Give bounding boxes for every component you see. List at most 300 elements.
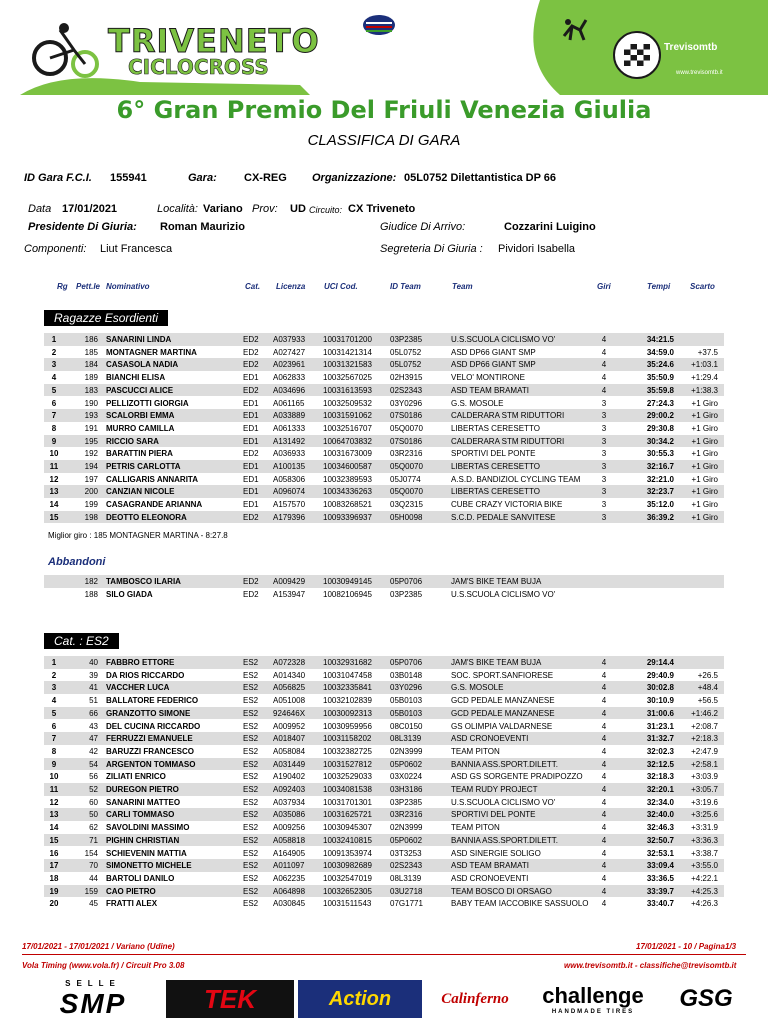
trevisomtb-logo: Trevisomtb <box>664 42 718 53</box>
cell-category: ES2 <box>243 810 259 820</box>
cell-rank: 13 <box>49 810 59 820</box>
cell-team-id: 05Q0070 <box>390 423 423 433</box>
cell-team: ASD SINERGIE SOLIGO <box>451 848 541 858</box>
cell-name: BARATTIN PIERA <box>106 449 173 459</box>
cell-time: 29:14.4 <box>646 658 674 667</box>
cell-category: ES2 <box>243 772 259 782</box>
cell-uci-code: 10031613593 <box>323 385 372 395</box>
cell-license: A051008 <box>273 696 306 706</box>
cell-rank: 6 <box>51 721 57 731</box>
cell-uci-code: 10031591062 <box>323 411 372 421</box>
cell-rank: 14 <box>49 823 59 833</box>
cell-name: DEL CUCINA RICCARDO <box>106 721 201 731</box>
cell-team: TEAM RUDY PROJECT <box>451 785 538 794</box>
cell-gap: +3:55.0 <box>691 861 718 871</box>
cell-category: ES2 <box>243 721 259 731</box>
cell-time: 32:50.7 <box>646 835 674 845</box>
cell-gap: +2:47.9 <box>691 746 718 756</box>
cell-uci-code: 10032335841 <box>323 683 372 693</box>
cell-time: 31:00.6 <box>646 708 674 718</box>
prov-label: Prov: <box>252 203 278 215</box>
cell-category: ES2 <box>243 683 259 693</box>
page-subtitle: CLASSIFICA DI GARA <box>307 132 461 149</box>
cell-bib: 39 <box>89 670 98 680</box>
data-label: Data <box>28 203 52 215</box>
cell-rank: 11 <box>49 462 59 471</box>
cell-license: A058818 <box>273 835 306 845</box>
cell-category: ES2 <box>243 658 259 667</box>
cell-name: SAVOLDINI MASSIMO <box>106 823 190 833</box>
cell-uci-code: 10032529033 <box>323 772 372 782</box>
cyclist-logo-icon <box>30 20 102 80</box>
cell-laps: 4 <box>601 385 607 395</box>
componenti-value: Liut Francesca <box>100 243 173 255</box>
cell-bib: 50 <box>89 810 98 820</box>
cell-team-id: 05Q0070 <box>390 462 423 471</box>
cell-rank: 7 <box>51 734 57 744</box>
cell-laps: 3 <box>601 398 607 408</box>
cell-gap: +3:03.9 <box>691 772 718 782</box>
cell-uci-code: 10031158202 <box>323 734 372 744</box>
cell-team: TEAM PITON <box>451 746 500 756</box>
sponsor-gsg: GSG <box>679 985 733 1012</box>
cell-category: ES2 <box>243 873 259 883</box>
cell-uci-code: 10032509532 <box>323 398 372 408</box>
cell-team: G.S. MOSOLE <box>451 683 504 693</box>
cell-license: A096074 <box>273 487 306 497</box>
cell-laps: 4 <box>601 848 607 858</box>
cell-uci-code: 10031047458 <box>323 670 372 680</box>
cell-team-id: 02S2343 <box>390 385 423 395</box>
cell-category: ED2 <box>243 360 259 370</box>
sponsor-smp-label: SMP <box>59 987 127 1019</box>
cell-category: ES2 <box>243 899 259 909</box>
table-row <box>44 511 724 524</box>
cell-team-id: 03Y0296 <box>390 683 423 693</box>
cell-license: A164905 <box>273 848 306 858</box>
cell-name: DEOTTO ELEONORA <box>106 512 187 522</box>
cell-license: A064898 <box>273 886 306 896</box>
segreteria-value: Pividori Isabella <box>498 243 576 255</box>
cell-rank: 8 <box>51 746 57 756</box>
cell-team-id: 03P2385 <box>390 797 423 807</box>
cell-category: ED2 <box>243 449 259 459</box>
cell-team-id: 03X0224 <box>390 772 423 782</box>
cell-laps: 4 <box>601 797 607 807</box>
cell-laps: 3 <box>601 411 607 421</box>
cell-laps: 4 <box>601 785 607 794</box>
col-header-team: Team <box>452 282 473 291</box>
cell-name: FABBRO ETTORE <box>106 658 175 667</box>
cell-uci-code: 10064703832 <box>323 436 372 446</box>
cell-team: ASD DP66 GIANT SMP <box>451 347 536 357</box>
section-title-es2: Cat. : ES2 <box>44 633 119 649</box>
cell-team: ASD TEAM BRAMATI <box>451 385 529 395</box>
cell-team-id: 03R2316 <box>390 810 423 820</box>
cell-team: SPORTIVI DEL PONTE <box>451 449 536 459</box>
table-row <box>44 384 724 397</box>
col-header-idteam: ID Team <box>390 282 421 291</box>
sponsor-selle-smp <box>28 980 158 1018</box>
cell-bib: 183 <box>84 385 98 395</box>
cell-rank: 11 <box>49 785 59 794</box>
cell-bib: 198 <box>84 512 98 522</box>
cell-name: SANARINI MATTEO <box>106 797 181 807</box>
cell-team: LIBERTAS CERESETTO <box>451 462 540 471</box>
cell-name: CAO PIETRO <box>106 886 156 896</box>
cell-gap: +48.4 <box>697 683 718 693</box>
cell-name: BARTOLI DANILO <box>106 873 175 883</box>
table-row <box>44 669 724 682</box>
cell-category: ED2 <box>243 347 259 357</box>
cell-laps: 4 <box>601 734 607 744</box>
footer-page-info: 17/01/2021 - 10 / Pagina1/3 <box>636 942 737 951</box>
cell-time: 29:30.8 <box>646 423 674 433</box>
page-title: 6° Gran Premio Del Friuli Venezia Giulia <box>116 96 652 124</box>
cell-category: ED1 <box>243 398 259 408</box>
cell-gap: +1 Giro <box>691 411 718 421</box>
cell-team-id: 02N3999 <box>390 746 423 756</box>
cell-name: PELLIZOTTI GIORGIA <box>106 398 189 408</box>
cell-team-id: 05P0602 <box>390 835 423 845</box>
cell-gap: +1:46.2 <box>691 708 718 718</box>
cell-uci-code: 10032410815 <box>323 835 372 845</box>
cell-uci-code: 10030959956 <box>323 721 372 731</box>
cell-name: SIMONETTO MICHELE <box>106 861 192 871</box>
cell-gap: +3:38.7 <box>691 848 718 858</box>
cell-uci-code: 10031625721 <box>323 810 372 820</box>
cell-uci-code: 10032547019 <box>323 873 372 883</box>
cell-team: LIBERTAS CERESETTO <box>451 423 540 433</box>
gara-label: Gara: <box>188 172 217 184</box>
cell-time: 33:40.7 <box>646 899 674 909</box>
gara-value: CX-REG <box>244 172 287 184</box>
cell-team: BANNIA ASS.SPORT.DILETT. <box>451 835 558 845</box>
cell-time: 32:40.0 <box>646 810 674 820</box>
cell-time: 30:34.2 <box>646 436 674 446</box>
cell-time: 35:24.6 <box>646 360 674 370</box>
table-row <box>44 720 724 733</box>
table-row <box>44 485 724 498</box>
cell-team-id: 05P0602 <box>390 759 423 769</box>
cell-team-id: 05L0752 <box>390 360 422 370</box>
cell-team-id: 05B0103 <box>390 708 423 718</box>
cell-team: ASD TEAM BRAMATI <box>451 861 529 871</box>
cell-license: A062833 <box>273 373 306 383</box>
cell-rank: 8 <box>51 423 57 433</box>
cell-uci-code: 10031673009 <box>323 449 372 459</box>
presidente-label: Presidente Di Giuria: <box>28 221 137 233</box>
table-row <box>44 694 724 707</box>
cell-rank: 16 <box>49 848 59 858</box>
cell-category: ED2 <box>243 589 259 599</box>
cell-rank: 5 <box>51 385 57 395</box>
cell-category: ES2 <box>243 835 259 845</box>
cell-name: VACCHER LUCA <box>106 683 170 693</box>
table-row <box>44 460 724 473</box>
cell-laps: 3 <box>601 487 607 497</box>
cell-name: RICCIO SARA <box>106 436 159 446</box>
cell-team-id: 03P2385 <box>390 589 423 599</box>
cell-gap: +2:08.7 <box>691 721 718 731</box>
cell-team-id: 05J0774 <box>390 474 421 484</box>
footer-contact: www.trevisomtb.it - classifiche@trevisomtb.it <box>564 961 737 970</box>
org-value: 05L0752 Dilettantistica DP 66 <box>404 172 557 184</box>
cell-license: A062235 <box>273 873 306 883</box>
cell-gap: +3:31.9 <box>691 823 718 833</box>
table-row <box>44 872 724 885</box>
cell-name: PETRIS CARLOTTA <box>106 462 181 471</box>
cell-name: MONTAGNER MARTINA <box>106 347 197 357</box>
cell-license: A034696 <box>273 385 306 395</box>
cell-name: ARGENTON TOMMASO <box>106 759 196 769</box>
cell-license: A092403 <box>273 785 306 794</box>
cell-bib: 56 <box>89 772 98 782</box>
cell-laps: 4 <box>601 696 607 706</box>
cell-team: JAM'S BIKE TEAM BUJA <box>451 658 542 667</box>
table-row <box>44 575 724 588</box>
cell-category: ED1 <box>243 436 259 446</box>
cell-uci-code: 10032931682 <box>323 658 372 667</box>
cell-gap: +1 Giro <box>691 500 718 510</box>
cell-team-id: 03B0148 <box>390 670 423 680</box>
cell-bib: 60 <box>89 797 98 807</box>
table-row <box>44 333 724 346</box>
cell-name: GRANZOTTO SIMONE <box>106 708 191 718</box>
cell-team-id: 05P0706 <box>390 658 423 667</box>
cell-bib: 66 <box>89 708 98 718</box>
cell-laps: 3 <box>601 462 607 471</box>
cell-category: ES2 <box>243 670 259 680</box>
cell-team: A.S.D. BANDIZIOL CYCLING TEAM <box>451 474 581 484</box>
cell-rank: 9 <box>51 436 57 446</box>
table-row <box>44 397 724 410</box>
cell-time: 32:16.7 <box>646 462 674 471</box>
cell-bib: 45 <box>89 899 98 909</box>
cell-category: ED1 <box>243 462 259 471</box>
circuito-value: CX Triveneto <box>348 203 416 215</box>
section-title-ragazze-esordienti: Ragazze Esordienti <box>44 310 168 326</box>
cell-uci-code: 10091353974 <box>323 848 372 858</box>
cell-gap: +26.5 <box>697 670 718 680</box>
col-header-nome: Nominativo <box>106 282 150 291</box>
race-flag-emblem-icon <box>612 30 662 80</box>
cell-rank: 10 <box>49 449 59 459</box>
cell-rank: 10 <box>49 772 59 782</box>
cell-uci-code: 10082106945 <box>323 589 372 599</box>
cell-team: U.S.SCUOLA CICLISMO VO' <box>451 589 556 599</box>
cell-category: ED1 <box>243 474 259 484</box>
cell-team: GCD PEDALE MANZANESE <box>451 708 555 718</box>
cell-license: A058084 <box>273 746 306 756</box>
cell-time: 27:24.3 <box>646 398 674 408</box>
cell-team: S.C.D. PEDALE SANVITESE <box>451 512 556 522</box>
cell-category: ES2 <box>243 797 259 807</box>
cell-category: ES2 <box>243 759 259 769</box>
id-gara-value: 155941 <box>110 172 147 184</box>
cell-time: 32:23.7 <box>646 487 674 497</box>
table-row <box>44 808 724 821</box>
cell-laps: 4 <box>601 373 607 383</box>
cell-team-id: 03Y0296 <box>390 398 423 408</box>
cell-category: ED1 <box>243 500 259 510</box>
cell-uci-code: 10093396937 <box>323 512 372 522</box>
cell-time: 32:46.3 <box>646 823 674 833</box>
cell-time: 30:02.8 <box>646 683 674 693</box>
cell-bib: 41 <box>89 683 98 693</box>
table-row <box>44 859 724 872</box>
cell-laps: 4 <box>601 810 607 820</box>
cell-gap: +2:18.3 <box>691 734 718 744</box>
cell-team: GCD PEDALE MANZANESE <box>451 696 555 706</box>
cell-bib: 42 <box>89 746 98 756</box>
cell-team: CALDERARA STM RIDUTTORI <box>451 436 565 446</box>
col-header-scarto: Scarto <box>690 282 715 291</box>
cell-rank: 2 <box>51 347 57 357</box>
cell-license: A030845 <box>273 899 306 909</box>
circuito-label: Circuito: <box>309 205 343 215</box>
cell-rank: 3 <box>51 683 57 693</box>
cell-gap: +4:22.1 <box>691 873 718 883</box>
cell-uci-code: 10032652305 <box>323 886 372 896</box>
cell-time: 29:00.2 <box>646 411 674 421</box>
cell-laps: 3 <box>601 474 607 484</box>
cell-gap: +1 Giro <box>691 423 718 433</box>
sponsor-challenge: challenge HANDMADE TIRES <box>542 983 644 1015</box>
cell-license: A035086 <box>273 810 306 820</box>
cell-time: 33:39.7 <box>646 886 674 896</box>
cell-team: SOC. SPORT.SANFIORESE <box>451 670 554 680</box>
cell-license: A100135 <box>273 462 306 471</box>
cell-team: ASD CRONOEVENTI <box>451 873 529 883</box>
table-row <box>44 358 724 371</box>
cell-team-id: 08L3139 <box>390 873 422 883</box>
cell-team: ASD CRONOEVENTI <box>451 734 529 744</box>
cell-name: BARUZZI FRANCESCO <box>106 746 194 756</box>
cell-license: A018407 <box>273 734 306 744</box>
table-row <box>44 796 724 809</box>
cell-team: G.S. MOSOLE <box>451 398 504 408</box>
cell-license: A056825 <box>273 683 306 693</box>
cell-bib: 200 <box>84 487 98 497</box>
cell-time: 33:36.5 <box>646 873 674 883</box>
cell-license: A037933 <box>273 335 306 344</box>
cell-name: FRATTI ALEX <box>106 899 158 909</box>
sponsor-selle-label: SELLE <box>65 978 121 988</box>
cell-team-id: 07G1771 <box>390 899 423 909</box>
sponsor-calinferno: Calinferno <box>441 990 509 1007</box>
cell-bib: 195 <box>84 436 98 446</box>
cell-uci-code: 10031511543 <box>323 899 372 909</box>
cell-category: ED1 <box>243 373 259 383</box>
col-header-rg: Rg <box>57 282 68 291</box>
cell-team-id: 03P2385 <box>390 335 423 344</box>
cell-name: FERRUZZI EMANUELE <box>106 734 193 744</box>
cell-gap: +2:58.1 <box>691 759 718 769</box>
table-row <box>44 346 724 359</box>
cell-uci-code: 10032516707 <box>323 423 372 433</box>
cell-category: ES2 <box>243 848 259 858</box>
cell-license: A009952 <box>273 721 306 731</box>
cell-gap: +4:26.3 <box>691 899 718 909</box>
giudice-label: Giudice Di Arrivo: <box>380 221 466 233</box>
cell-time: 30:10.9 <box>646 696 674 706</box>
cell-rank: 12 <box>49 797 59 807</box>
cell-time: 31:23.1 <box>646 721 674 731</box>
cell-bib: 184 <box>84 360 98 370</box>
cell-name: CALLIGARIS ANNARITA <box>106 474 198 484</box>
cell-bib: 190 <box>84 398 98 408</box>
cell-uci-code: 10030945307 <box>323 823 372 833</box>
cell-bib: 188 <box>84 589 98 599</box>
cell-bib: 154 <box>84 848 98 858</box>
col-header-licenza: Licenza <box>276 282 306 291</box>
table-row <box>44 656 724 669</box>
cell-team-id: 08C0150 <box>390 721 423 731</box>
cell-name: CASASOLA NADIA <box>106 360 179 370</box>
cell-license: A009429 <box>273 577 306 586</box>
cell-team-id: 02H3915 <box>390 373 423 383</box>
cell-time: 34:59.0 <box>646 347 674 357</box>
cell-gap: +4:25.3 <box>691 886 718 896</box>
cell-bib: 47 <box>89 734 98 744</box>
cell-license: A023961 <box>273 360 306 370</box>
cell-bib: 52 <box>89 785 98 794</box>
cell-license: A031449 <box>273 759 306 769</box>
table-row <box>44 707 724 720</box>
table-row <box>44 371 724 384</box>
cell-bib: 199 <box>84 500 98 510</box>
cell-license: A027427 <box>273 347 306 357</box>
cell-uci-code: 10032102839 <box>323 696 372 706</box>
cell-name: CARLI TOMMASO <box>106 810 175 820</box>
cell-name: TAMBOSCO ILARIA <box>106 577 181 586</box>
cell-category: ES2 <box>243 734 259 744</box>
cell-bib: 44 <box>89 873 98 883</box>
cell-time: 29:40.9 <box>646 670 674 680</box>
cell-license: A061165 <box>273 398 305 408</box>
cell-gap: +1 Giro <box>691 436 718 446</box>
cell-time: 32:12.5 <box>646 759 674 769</box>
cell-gap: +3:25.6 <box>691 810 718 820</box>
cell-time: 32:20.1 <box>646 785 674 794</box>
cell-gap: +1 Giro <box>691 512 718 522</box>
cell-category: ED2 <box>243 512 259 522</box>
cell-gap: +1:03.1 <box>691 360 718 370</box>
cell-rank: 19 <box>49 886 59 896</box>
cell-laps: 3 <box>601 512 607 522</box>
cell-time: 35:50.9 <box>646 373 674 383</box>
cell-gap: +37.5 <box>697 347 718 357</box>
cell-rank: 15 <box>49 835 59 845</box>
cell-team: TEAM PITON <box>451 823 500 833</box>
cell-name: ZILIATI ENRICO <box>106 772 166 782</box>
col-header-uci: UCI Cod. <box>324 282 358 291</box>
cell-license: A058306 <box>273 474 306 484</box>
cell-license: A036933 <box>273 449 306 459</box>
cell-license: A033889 <box>273 411 306 421</box>
presidente-value: Roman Maurizio <box>160 221 245 233</box>
localita-value: Variano <box>203 203 243 215</box>
cell-name: PASCUCCI ALICE <box>106 385 174 395</box>
col-header-pett: Pett.le <box>76 282 101 291</box>
cell-license: A061333 <box>273 423 306 433</box>
cell-uci-code: 10030092313 <box>323 708 372 718</box>
cell-laps: 3 <box>601 500 607 510</box>
cell-category: ED2 <box>243 577 259 586</box>
cell-bib: 54 <box>89 759 98 769</box>
cell-team-id: 03T3253 <box>390 848 422 858</box>
